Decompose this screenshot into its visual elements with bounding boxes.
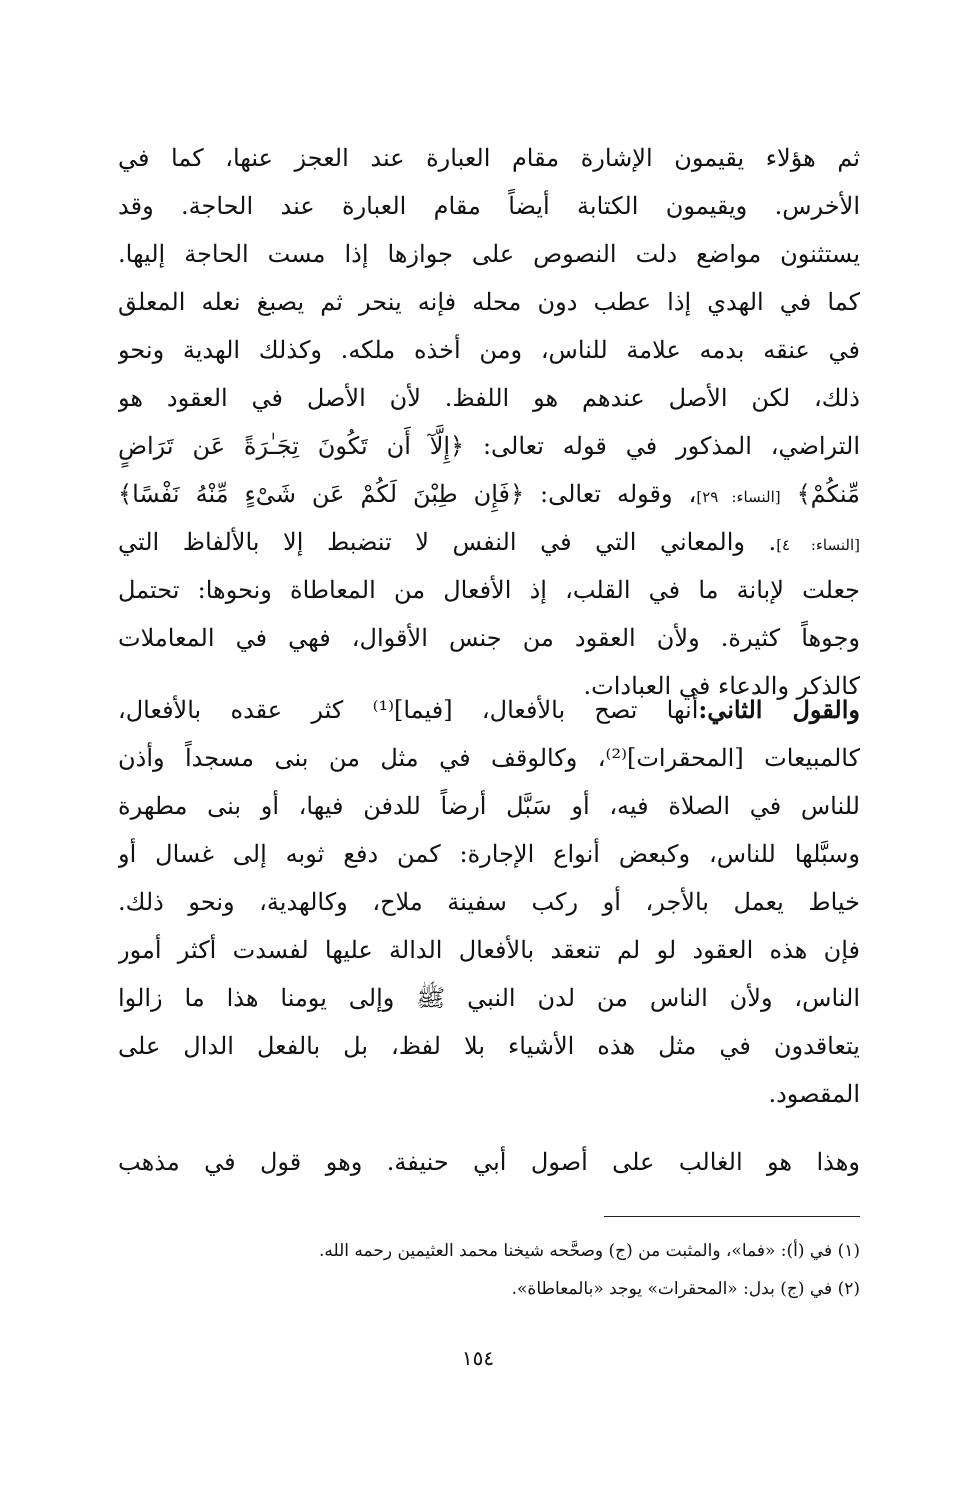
footnotes — [118, 1232, 860, 1308]
text-line: يستثنون مواضع دلت النصوص على جوازها إذا مست الحاجة إليها. — [118, 240, 860, 268]
footnote-2: (٢) في (ج) بدل: «المحقرات» يوجد «بالمعاطاة». — [511, 1279, 860, 1299]
text-line: للناس في الصلاة فيه، أو سَبَّل أرضاً للدفن فيها، أو بنى مطهرة — [118, 792, 860, 820]
text-line: كالمبيعات [المحقرات]⁽²⁾، وكالوقف في مثل من بنى مسجداً وأذن — [118, 744, 860, 772]
text-line: جعلت لإبانة ما في القلب، إذ الأفعال من المعاطاة ونحوها: تحتمل — [118, 576, 860, 604]
paragraph-2 — [118, 686, 860, 1118]
text-line — [118, 686, 860, 734]
footnote-divider — [604, 1216, 860, 1217]
text-line: خياط يعمل بالأجر، أو ركب سفينة ملاح، وكالهدية، ونحو ذلك. — [118, 888, 860, 916]
text-line: كالذكر والدعاء في العبادات. — [583, 672, 860, 700]
text-line: وسبَّلها للناس، وكبعض أنواع الإجارة: كمن دفع ثوبه إلى غسال أو — [118, 840, 860, 868]
quran-fragment: مِّنكُمْ﴾ — [796, 480, 860, 508]
paragraph-lead: والقول الثاني: — [698, 695, 860, 724]
text-line — [118, 470, 860, 518]
text-line — [118, 518, 860, 566]
text-line: المقصود. — [768, 1080, 860, 1108]
text-line: الأخرس. ويقيمون الكتابة أيضاً مقام العبارة عند الحاجة. وقد — [118, 192, 860, 220]
page-number: ١٥٤ — [461, 1346, 495, 1370]
paragraph-1 — [118, 134, 860, 710]
paragraph-3 — [118, 1138, 860, 1186]
text-line: ذلك، لكن الأصل عندهم هو اللفظ. لأن الأصل في العقود هو — [118, 384, 860, 412]
text-line: في عنقه بدمه علامة للناس، ومن أخذه ملكه. وكذلك الهدية ونحو — [118, 336, 860, 364]
quran-fragment: ، وقوله تعالى: ﴿فَإِن طِبْنَ لَكُمْ عَن شَىْءٍ مِّنْهُ نَفْسًا﴾ — [118, 480, 697, 508]
text-line: التراضي، المذكور في قوله تعالى: ﴿إِلَّآ أَن تَكُونَ تِجَـٰرَةً عَن تَرَاضٍ — [118, 432, 860, 460]
text-line: الناس، ولأن الناس من لدن النبي ﷺ وإلى يومنا هذا ما زالوا — [118, 984, 860, 1012]
text-line: فإن هذه العقود لو لم تنعقد بالأفعال الدالة عليها لفسدت أكثر أمور — [118, 936, 860, 964]
text-line: وهذا هو الغالب على أصول أبي حنيفة. وهو قول في مذهب — [118, 1148, 860, 1176]
quran-reference: [النساء: ٤] — [776, 536, 860, 554]
line-fragment: . والمعاني التي في النفس لا تنضبط إلا بالألفاظ التي — [118, 528, 777, 556]
footnote-1: (١) في (أ): «فما»، والمثبت من (ج) وصحَّحه شيخنا محمد العثيمين رحمه الله. — [318, 1241, 860, 1261]
text-line: ثم هؤلاء يقيمون الإشارة مقام العبارة عند العجز عنها، كما في — [118, 144, 860, 172]
text-line: وجوهاً كثيرة. ولأن العقود من جنس الأقوال، فهي في المعاملات — [118, 624, 860, 652]
text-line: كما في الهدي إذا عطب دون محله فإنه ينحر ثم يصبغ نعله المعلق — [118, 288, 860, 316]
quran-reference: [النساء: ٢٩] — [696, 488, 781, 506]
line-fragment: أنها تصح بالأفعال، [فيما]⁽¹⁾ كثر عقده بالأفعال، — [118, 696, 699, 724]
text-line: يتعاقدون في مثل هذه الأشياء بلا لفظ، بل بالفعل الدال على — [118, 1032, 860, 1060]
